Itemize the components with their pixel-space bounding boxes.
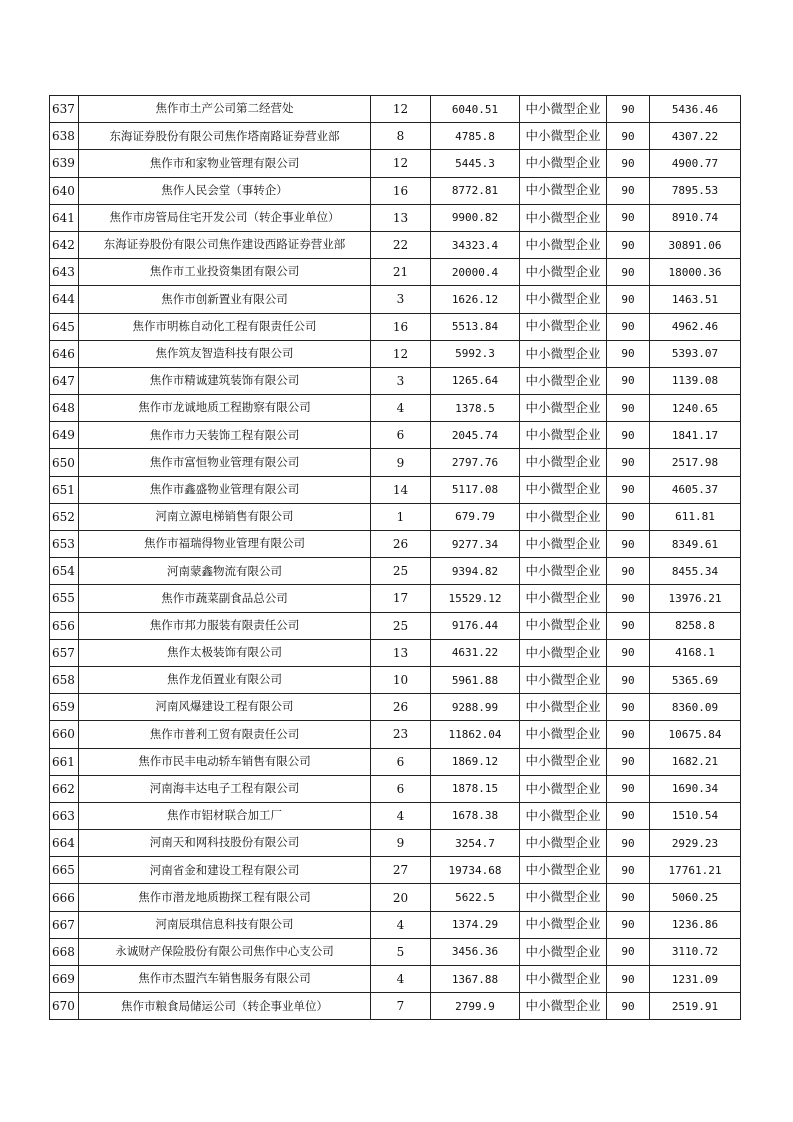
cell-refund-ratio: 90 [607, 558, 650, 585]
cell-company-name: 河南风爆建设工程有限公司 [79, 694, 371, 721]
table-row [50, 721, 741, 748]
cell-company-name: 焦作龙佰置业有限公司 [79, 666, 371, 693]
cell-company-name: 东海证券股份有限公司焦作建设西路证券营业部 [79, 231, 371, 258]
cell-serial-no: 666 [50, 884, 79, 911]
cell-paid-amount: 5513.84 [431, 313, 520, 340]
cell-serial-no: 641 [50, 204, 79, 231]
cell-serial-no: 660 [50, 721, 79, 748]
cell-serial-no: 653 [50, 531, 79, 558]
cell-serial-no: 662 [50, 775, 79, 802]
cell-insured-count: 3 [371, 286, 431, 313]
cell-enterprise-type: 中小微型企业 [520, 639, 607, 666]
cell-insured-count: 9 [371, 830, 431, 857]
table-row [50, 612, 741, 639]
cell-company-name: 焦作市蔬菜副食品总公司 [79, 585, 371, 612]
cell-insured-count: 14 [371, 476, 431, 503]
cell-enterprise-type: 中小微型企业 [520, 395, 607, 422]
cell-refund-ratio: 90 [607, 449, 650, 476]
table-body [50, 96, 741, 1020]
cell-insured-count: 6 [371, 775, 431, 802]
cell-serial-no: 668 [50, 938, 79, 965]
cell-serial-no: 647 [50, 367, 79, 394]
cell-paid-amount: 1265.64 [431, 367, 520, 394]
cell-company-name: 永诚财产保险股份有限公司焦作中心支公司 [79, 938, 371, 965]
cell-serial-no: 663 [50, 802, 79, 829]
cell-refund-amount: 1690.34 [650, 775, 741, 802]
cell-refund-amount: 5365.69 [650, 666, 741, 693]
cell-company-name: 焦作市工业投资集团有限公司 [79, 259, 371, 286]
cell-serial-no: 652 [50, 503, 79, 530]
cell-serial-no: 643 [50, 259, 79, 286]
cell-paid-amount: 9288.99 [431, 694, 520, 721]
cell-paid-amount: 5622.5 [431, 884, 520, 911]
cell-refund-amount: 3110.72 [650, 938, 741, 965]
cell-serial-no: 642 [50, 231, 79, 258]
cell-refund-ratio: 90 [607, 177, 650, 204]
cell-serial-no: 656 [50, 612, 79, 639]
cell-refund-amount: 611.81 [650, 503, 741, 530]
cell-refund-amount: 2517.98 [650, 449, 741, 476]
cell-refund-amount: 1236.86 [650, 911, 741, 938]
cell-company-name: 河南省金和建设工程有限公司 [79, 857, 371, 884]
cell-serial-no: 661 [50, 748, 79, 775]
cell-refund-amount: 1841.17 [650, 422, 741, 449]
cell-refund-amount: 4307.22 [650, 123, 741, 150]
cell-refund-amount: 17761.21 [650, 857, 741, 884]
cell-company-name: 河南海丰达电子工程有限公司 [79, 775, 371, 802]
cell-paid-amount: 5445.3 [431, 150, 520, 177]
table-row [50, 857, 741, 884]
cell-refund-ratio: 90 [607, 830, 650, 857]
cell-company-name: 焦作市和家物业管理有限公司 [79, 150, 371, 177]
cell-refund-ratio: 90 [607, 802, 650, 829]
cell-paid-amount: 4785.8 [431, 123, 520, 150]
table-row [50, 531, 741, 558]
cell-insured-count: 3 [371, 367, 431, 394]
cell-enterprise-type: 中小微型企业 [520, 938, 607, 965]
cell-company-name: 东海证券股份有限公司焦作塔南路证券营业部 [79, 123, 371, 150]
cell-refund-ratio: 90 [607, 422, 650, 449]
table-row [50, 177, 741, 204]
cell-paid-amount: 1878.15 [431, 775, 520, 802]
cell-company-name: 焦作市创新置业有限公司 [79, 286, 371, 313]
cell-paid-amount: 9900.82 [431, 204, 520, 231]
cell-enterprise-type: 中小微型企业 [520, 313, 607, 340]
table-row [50, 367, 741, 394]
cell-paid-amount: 20000.4 [431, 259, 520, 286]
cell-enterprise-type: 中小微型企业 [520, 721, 607, 748]
cell-refund-ratio: 90 [607, 748, 650, 775]
cell-enterprise-type: 中小微型企业 [520, 367, 607, 394]
cell-refund-amount: 18000.36 [650, 259, 741, 286]
cell-paid-amount: 1678.38 [431, 802, 520, 829]
cell-enterprise-type: 中小微型企业 [520, 177, 607, 204]
cell-refund-ratio: 90 [607, 259, 650, 286]
cell-enterprise-type: 中小微型企业 [520, 558, 607, 585]
table-row [50, 938, 741, 965]
cell-paid-amount: 679.79 [431, 503, 520, 530]
cell-refund-amount: 1463.51 [650, 286, 741, 313]
cell-serial-no: 665 [50, 857, 79, 884]
table-row [50, 231, 741, 258]
table-row [50, 476, 741, 503]
cell-refund-amount: 7895.53 [650, 177, 741, 204]
cell-paid-amount: 9277.34 [431, 531, 520, 558]
cell-insured-count: 6 [371, 422, 431, 449]
cell-serial-no: 667 [50, 911, 79, 938]
cell-paid-amount: 5992.3 [431, 340, 520, 367]
cell-company-name: 焦作市杰盟汽车销售服务有限公司 [79, 966, 371, 993]
cell-enterprise-type: 中小微型企业 [520, 96, 607, 123]
cell-refund-amount: 1510.54 [650, 802, 741, 829]
table-row [50, 585, 741, 612]
cell-serial-no: 670 [50, 993, 79, 1020]
cell-enterprise-type: 中小微型企业 [520, 150, 607, 177]
table-row [50, 830, 741, 857]
cell-enterprise-type: 中小微型企业 [520, 993, 607, 1020]
cell-paid-amount: 1378.5 [431, 395, 520, 422]
cell-company-name: 焦作市力天装饰工程有限公司 [79, 422, 371, 449]
cell-insured-count: 5 [371, 938, 431, 965]
cell-refund-ratio: 90 [607, 96, 650, 123]
table-row [50, 884, 741, 911]
cell-company-name: 焦作市富恒物业管理有限公司 [79, 449, 371, 476]
cell-refund-ratio: 90 [607, 204, 650, 231]
cell-insured-count: 4 [371, 802, 431, 829]
cell-serial-no: 659 [50, 694, 79, 721]
cell-serial-no: 649 [50, 422, 79, 449]
cell-insured-count: 4 [371, 395, 431, 422]
table-row [50, 993, 741, 1020]
table-row [50, 313, 741, 340]
table-row [50, 449, 741, 476]
cell-enterprise-type: 中小微型企业 [520, 830, 607, 857]
table-row [50, 966, 741, 993]
cell-refund-amount: 1240.65 [650, 395, 741, 422]
cell-refund-ratio: 90 [607, 503, 650, 530]
cell-paid-amount: 11862.04 [431, 721, 520, 748]
table-row [50, 259, 741, 286]
cell-refund-amount: 13976.21 [650, 585, 741, 612]
table-row [50, 748, 741, 775]
cell-refund-ratio: 90 [607, 585, 650, 612]
cell-refund-ratio: 90 [607, 231, 650, 258]
cell-refund-ratio: 90 [607, 911, 650, 938]
cell-refund-amount: 2519.91 [650, 993, 741, 1020]
cell-refund-amount: 4962.46 [650, 313, 741, 340]
table-row [50, 775, 741, 802]
cell-refund-amount: 4900.77 [650, 150, 741, 177]
cell-insured-count: 12 [371, 96, 431, 123]
cell-enterprise-type: 中小微型企业 [520, 340, 607, 367]
cell-company-name: 河南蒙鑫物流有限公司 [79, 558, 371, 585]
cell-refund-amount: 2929.23 [650, 830, 741, 857]
cell-company-name: 焦作市明栋自动化工程有限责任公司 [79, 313, 371, 340]
cell-refund-ratio: 90 [607, 857, 650, 884]
cell-serial-no: 639 [50, 150, 79, 177]
table-row [50, 96, 741, 123]
cell-insured-count: 7 [371, 993, 431, 1020]
cell-paid-amount: 19734.68 [431, 857, 520, 884]
table-row [50, 204, 741, 231]
cell-refund-ratio: 90 [607, 666, 650, 693]
cell-company-name: 焦作市精诚建筑装饰有限公司 [79, 367, 371, 394]
cell-enterprise-type: 中小微型企业 [520, 503, 607, 530]
cell-serial-no: 651 [50, 476, 79, 503]
cell-paid-amount: 2799.9 [431, 993, 520, 1020]
cell-refund-amount: 10675.84 [650, 721, 741, 748]
cell-paid-amount: 1374.29 [431, 911, 520, 938]
cell-refund-amount: 5060.25 [650, 884, 741, 911]
table-row [50, 150, 741, 177]
cell-refund-ratio: 90 [607, 966, 650, 993]
cell-enterprise-type: 中小微型企业 [520, 966, 607, 993]
cell-insured-count: 13 [371, 204, 431, 231]
cell-serial-no: 646 [50, 340, 79, 367]
cell-enterprise-type: 中小微型企业 [520, 123, 607, 150]
cell-insured-count: 25 [371, 558, 431, 585]
table-row [50, 558, 741, 585]
cell-paid-amount: 8772.81 [431, 177, 520, 204]
cell-serial-no: 654 [50, 558, 79, 585]
cell-enterprise-type: 中小微型企业 [520, 775, 607, 802]
cell-paid-amount: 34323.4 [431, 231, 520, 258]
cell-paid-amount: 3254.7 [431, 830, 520, 857]
table-row [50, 340, 741, 367]
cell-company-name: 焦作市土产公司第二经营处 [79, 96, 371, 123]
table-row [50, 395, 741, 422]
cell-enterprise-type: 中小微型企业 [520, 857, 607, 884]
cell-insured-count: 4 [371, 966, 431, 993]
cell-serial-no: 650 [50, 449, 79, 476]
cell-paid-amount: 5117.08 [431, 476, 520, 503]
cell-company-name: 焦作市房管局住宅开发公司（转企事业单位） [79, 204, 371, 231]
cell-insured-count: 22 [371, 231, 431, 258]
cell-enterprise-type: 中小微型企业 [520, 911, 607, 938]
table-row [50, 802, 741, 829]
cell-insured-count: 8 [371, 123, 431, 150]
table-row [50, 694, 741, 721]
cell-refund-amount: 8258.8 [650, 612, 741, 639]
cell-serial-no: 658 [50, 666, 79, 693]
cell-refund-ratio: 90 [607, 612, 650, 639]
cell-serial-no: 657 [50, 639, 79, 666]
cell-paid-amount: 2045.74 [431, 422, 520, 449]
cell-insured-count: 23 [371, 721, 431, 748]
table-row [50, 286, 741, 313]
cell-refund-ratio: 90 [607, 367, 650, 394]
cell-serial-no: 664 [50, 830, 79, 857]
cell-insured-count: 10 [371, 666, 431, 693]
cell-enterprise-type: 中小微型企业 [520, 476, 607, 503]
cell-refund-amount: 5436.46 [650, 96, 741, 123]
cell-serial-no: 669 [50, 966, 79, 993]
cell-enterprise-type: 中小微型企业 [520, 666, 607, 693]
cell-insured-count: 25 [371, 612, 431, 639]
cell-company-name: 焦作太极装饰有限公司 [79, 639, 371, 666]
cell-company-name: 河南立源电梯销售有限公司 [79, 503, 371, 530]
cell-insured-count: 27 [371, 857, 431, 884]
cell-serial-no: 648 [50, 395, 79, 422]
cell-refund-amount: 30891.06 [650, 231, 741, 258]
cell-enterprise-type: 中小微型企业 [520, 748, 607, 775]
cell-enterprise-type: 中小微型企业 [520, 286, 607, 313]
cell-enterprise-type: 中小微型企业 [520, 204, 607, 231]
cell-insured-count: 1 [371, 503, 431, 530]
cell-insured-count: 16 [371, 313, 431, 340]
cell-insured-count: 26 [371, 694, 431, 721]
cell-refund-ratio: 90 [607, 123, 650, 150]
cell-refund-ratio: 90 [607, 286, 650, 313]
cell-refund-ratio: 90 [607, 884, 650, 911]
cell-serial-no: 637 [50, 96, 79, 123]
cell-refund-ratio: 90 [607, 775, 650, 802]
cell-refund-amount: 5393.07 [650, 340, 741, 367]
cell-paid-amount: 9394.82 [431, 558, 520, 585]
cell-serial-no: 644 [50, 286, 79, 313]
cell-refund-amount: 1682.21 [650, 748, 741, 775]
cell-refund-amount: 1231.09 [650, 966, 741, 993]
table-row [50, 503, 741, 530]
cell-company-name: 河南辰琪信息科技有限公司 [79, 911, 371, 938]
cell-insured-count: 6 [371, 748, 431, 775]
cell-serial-no: 645 [50, 313, 79, 340]
cell-refund-ratio: 90 [607, 395, 650, 422]
table-row [50, 666, 741, 693]
cell-enterprise-type: 中小微型企业 [520, 422, 607, 449]
cell-company-name: 焦作市龙诚地质工程勘察有限公司 [79, 395, 371, 422]
cell-serial-no: 655 [50, 585, 79, 612]
cell-company-name: 焦作市鑫盛物业管理有限公司 [79, 476, 371, 503]
cell-paid-amount: 1626.12 [431, 286, 520, 313]
cell-refund-amount: 8349.61 [650, 531, 741, 558]
cell-company-name: 焦作市民丰电动轿车销售有限公司 [79, 748, 371, 775]
cell-enterprise-type: 中小微型企业 [520, 694, 607, 721]
cell-insured-count: 20 [371, 884, 431, 911]
cell-refund-ratio: 90 [607, 150, 650, 177]
cell-paid-amount: 4631.22 [431, 639, 520, 666]
cell-paid-amount: 2797.76 [431, 449, 520, 476]
cell-refund-ratio: 90 [607, 721, 650, 748]
cell-enterprise-type: 中小微型企业 [520, 531, 607, 558]
cell-refund-ratio: 90 [607, 639, 650, 666]
cell-refund-amount: 4168.1 [650, 639, 741, 666]
cell-enterprise-type: 中小微型企业 [520, 585, 607, 612]
cell-refund-ratio: 90 [607, 313, 650, 340]
cell-insured-count: 21 [371, 259, 431, 286]
cell-enterprise-type: 中小微型企业 [520, 449, 607, 476]
cell-company-name: 焦作市邦力服装有限责任公司 [79, 612, 371, 639]
cell-paid-amount: 9176.44 [431, 612, 520, 639]
cell-paid-amount: 6040.51 [431, 96, 520, 123]
table-row [50, 911, 741, 938]
table-row [50, 422, 741, 449]
cell-serial-no: 638 [50, 123, 79, 150]
cell-company-name: 焦作筑友智造科技有限公司 [79, 340, 371, 367]
cell-refund-ratio: 90 [607, 938, 650, 965]
cell-serial-no: 640 [50, 177, 79, 204]
cell-insured-count: 16 [371, 177, 431, 204]
cell-insured-count: 26 [371, 531, 431, 558]
cell-insured-count: 12 [371, 150, 431, 177]
cell-paid-amount: 5961.88 [431, 666, 520, 693]
cell-enterprise-type: 中小微型企业 [520, 231, 607, 258]
cell-enterprise-type: 中小微型企业 [520, 884, 607, 911]
cell-refund-amount: 1139.08 [650, 367, 741, 394]
cell-insured-count: 13 [371, 639, 431, 666]
refund-table [49, 95, 741, 1020]
table-row [50, 639, 741, 666]
cell-refund-ratio: 90 [607, 476, 650, 503]
cell-company-name: 焦作市普利工贸有限责任公司 [79, 721, 371, 748]
table-row [50, 123, 741, 150]
cell-paid-amount: 15529.12 [431, 585, 520, 612]
cell-insured-count: 17 [371, 585, 431, 612]
cell-company-name: 焦作市潜龙地质勘探工程有限公司 [79, 884, 371, 911]
cell-paid-amount: 1367.88 [431, 966, 520, 993]
cell-insured-count: 9 [371, 449, 431, 476]
cell-company-name: 焦作市福瑞得物业管理有限公司 [79, 531, 371, 558]
cell-refund-amount: 8910.74 [650, 204, 741, 231]
cell-refund-ratio: 90 [607, 993, 650, 1020]
cell-refund-amount: 4605.37 [650, 476, 741, 503]
cell-refund-ratio: 90 [607, 694, 650, 721]
cell-company-name: 河南天和网科技股份有限公司 [79, 830, 371, 857]
cell-company-name: 焦作市粮食局储运公司（转企事业单位） [79, 993, 371, 1020]
cell-refund-ratio: 90 [607, 340, 650, 367]
cell-enterprise-type: 中小微型企业 [520, 612, 607, 639]
cell-insured-count: 12 [371, 340, 431, 367]
cell-refund-amount: 8455.34 [650, 558, 741, 585]
cell-company-name: 焦作市铝材联合加工厂 [79, 802, 371, 829]
cell-paid-amount: 1869.12 [431, 748, 520, 775]
cell-paid-amount: 3456.36 [431, 938, 520, 965]
cell-refund-ratio: 90 [607, 531, 650, 558]
cell-insured-count: 4 [371, 911, 431, 938]
cell-enterprise-type: 中小微型企业 [520, 259, 607, 286]
cell-company-name: 焦作人民会堂（事转企） [79, 177, 371, 204]
cell-enterprise-type: 中小微型企业 [520, 802, 607, 829]
cell-refund-amount: 8360.09 [650, 694, 741, 721]
